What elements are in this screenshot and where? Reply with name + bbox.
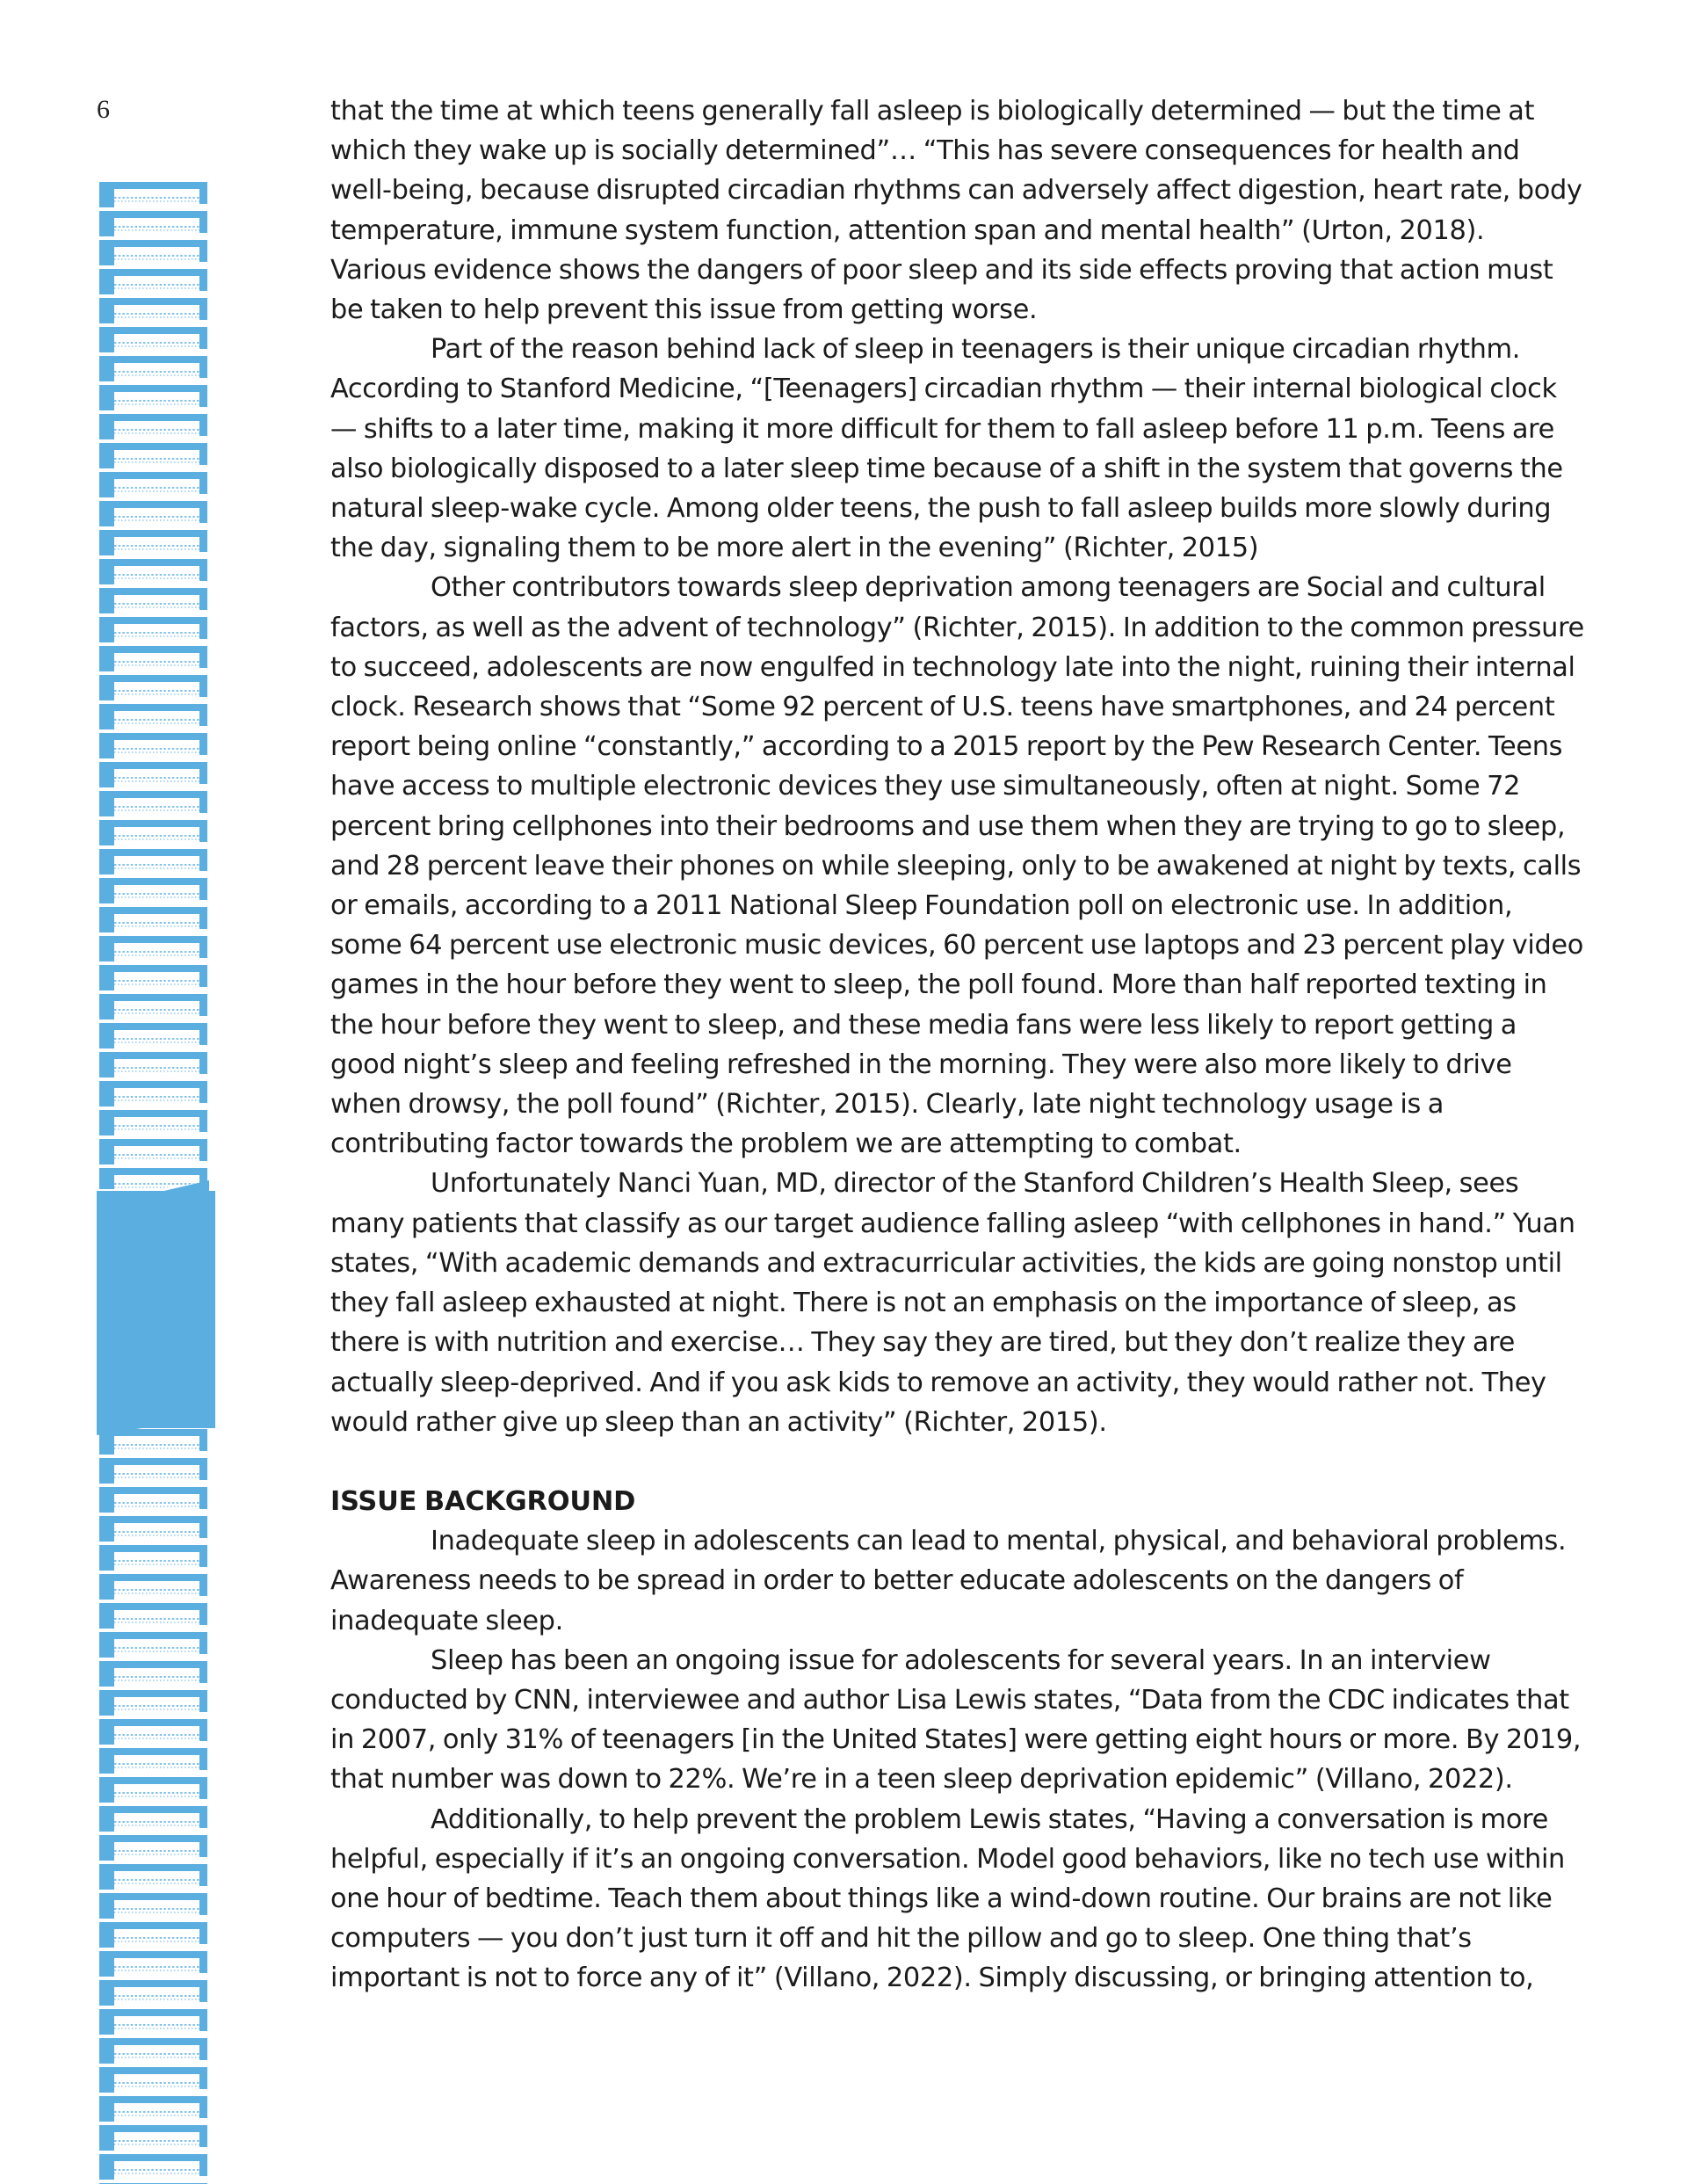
paragraph: Additionally, to help prevent the problem Lewis states, “Having a conversation is more helpful, especially if it’s an ongoing conversation. Model good behaviors, like no tech use within one hour of bedtime. Teach them about things like a wind-down routine. Our brains are not like computers — you don’t just turn it off and hit the pillow and go to sleep. One thing that’s important is not to force any of it” (Villano, 2022). Simply discussing, or bringing attention to,: [330, 1803, 1565, 1994]
paragraph: Inadequate sleep in adolescents can lead to mental, physical, and behavioral problems. Awareness needs to be spread in order to better educate adolescents on the dangers of inadequate sleep.: [330, 1526, 1567, 1636]
paragraph: Other contributors towards sleep deprivation among teenagers are Social and cultural factors, as well as the advent of technology” (Richter, 2015). In addition to the common pressure to succeed, adolescents are now engulfed in technology late into the night, ruining their internal clock. Research shows that “Some 92 percent of U.S. teens have smartphones, and 24 percent report being online “constantly,” according to a 2015 report by the Pew Research Center. Teens have access to multiple electronic devices they use simultaneously, often at night. Some 72 percent bring cellphones into their bedrooms and use them when they are trying to go to sleep, and 28 percent leave their phones on while sleeping, only to be awakened at night by texts, calls or emails, according to a 2011 National Sleep Foundation poll on electronic use. In addition, some 64 percent use electronic music devices, 60 percent use laptops and 23 percent play video games in the hour before they went to sleep, the poll found. More than half reported texting in the hour before they went to sleep, and these media fans were less likely to report getting a good night’s sleep and feeling refreshed in the morning. They were also more likely to drive when drowsy, the poll found” (Richter, 2015). Clearly, late night technology usage is a contributing factor towards the problem we are attempting to combat.: [330, 572, 1584, 1160]
article-body: [330, 91, 1587, 1999]
paragraph: that the time at which teens generally fall asleep is biologically determined — but the time at which they wake up is socially determined”… “This has severe consequences for health and well-being, because disrupted circadian rhythms can adversely affect digestion, heart rate, body temperature, immune system function, attention span and mental health” (Urton, 2018). Various evidence shows the dangers of poor sleep and its side effects proving that action must be taken to help prevent this issue from getting worse.: [330, 96, 1582, 326]
paragraph: Part of the reason behind lack of sleep in teenagers is their unique circadian rhythm. According to Stanford Medicine, “[Teenagers] circadian rhythm — their internal biological clock — shifts to a later time, making it more difficult for them to fall asleep before 11 p.m. Teens are also biologically disposed to a later sleep time because of a shift in the system that governs the natural sleep-wake cycle. Among older teens, the push to fall asleep builds more slowly during the day, signaling them to be more alert in the evening” (Richter, 2015): [330, 334, 1563, 564]
paragraph: Sleep has been an ongoing issue for adolescents for several years. In an interview conducted by CNN, interviewee and author Lisa Lewis states, “Data from the CDC indicates that in 2007, only 31% of teenagers [in the United States] were getting eight hours or more. By 2019, that number was down to 22%. We’re in a teen sleep deprivation epidemic” (Villano, 2022).: [330, 1644, 1582, 1796]
paragraph: Unfortunately Nanci Yuan, MD, director of the Stanford Children’s Health Sleep, sees many patients that classify as our target audience falling asleep “with cellphones in hand.” Yuan states, “With academic demands and extracurricular activities, the kids are going nonstop until they fall asleep exhausted at night. There is not an emphasis on the importance of sleep, as there is with nutrition and exercise… They say they are tired, but they don’t realize they are actually sleep-deprived. And if you ask kids to remove an activity, they would rather not. They would rather give up sleep than an activity” (Richter, 2015).: [330, 1168, 1575, 1438]
section-heading: ISSUE BACKGROUND: [330, 1485, 636, 1517]
greek-key-band-icon: [97, 180, 215, 2184]
page-number: 6: [97, 95, 110, 124]
